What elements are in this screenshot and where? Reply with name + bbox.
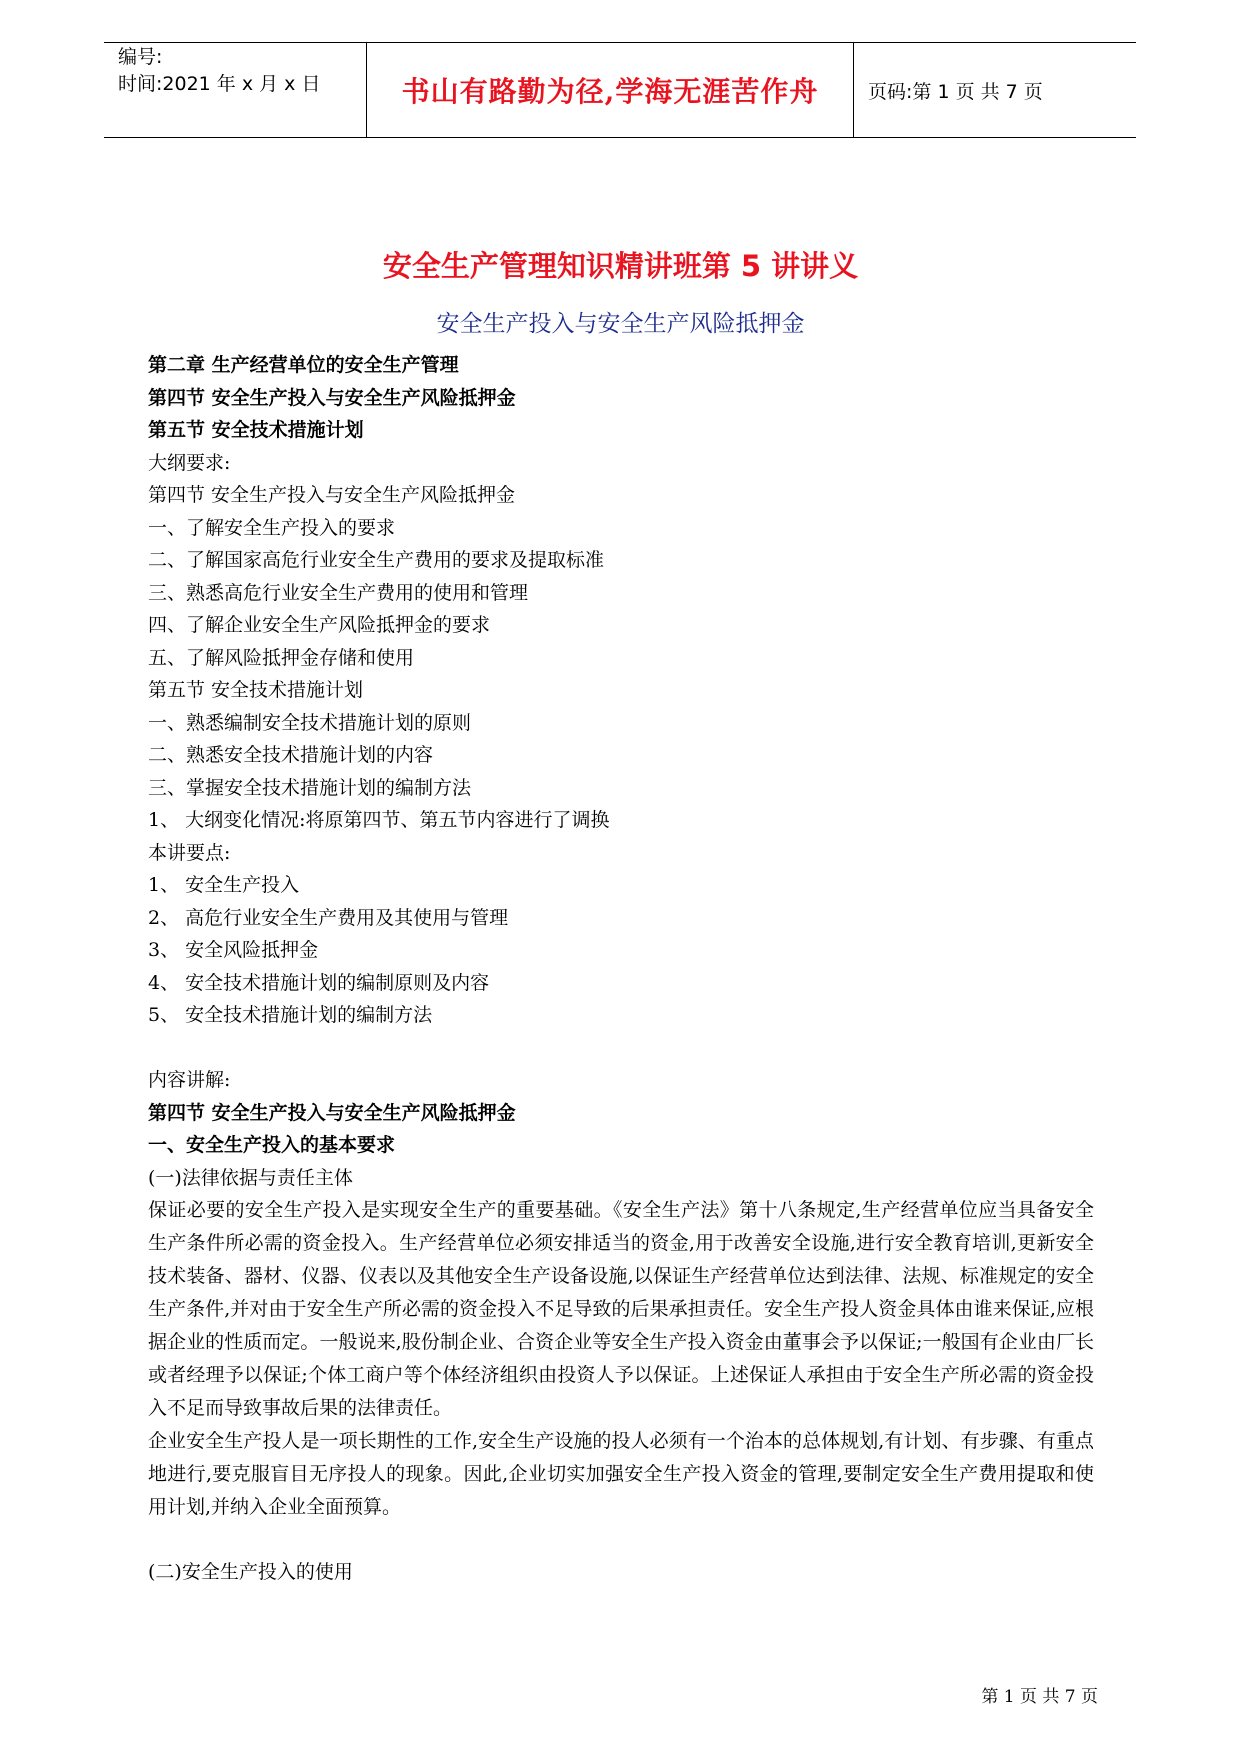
header-meta [104,43,366,137]
bold-heading-line: 第四节 安全生产投入与安全生产风险抵押金 [148,1101,516,1124]
text-line: 2、 高危行业安全生产费用及其使用与管理 [148,906,509,929]
paragraph-long-term-investment: 企业安全生产投人是一项长期性的工作,安全生产设施的投人必须有一个治本的总体规划,有计划、有步骤、有重点地进行,要克服盲目无序投人的现象。因此,企业切实加强安全生产投入资金的管理,要制定安全生产费用提取和使用计划,并纳入企业全面预算。 [148,1430,1094,1518]
text-line: 1、 安全生产投入 [148,874,300,896]
text-line: 4、 安全技术措施计划的编制原则及内容 [148,971,490,994]
number-label: 编号: [118,46,163,68]
text-line: 二、熟悉安全技术措施计划的内容 [148,744,434,766]
text-line: 四、了解企业安全生产风险抵押金的要求 [148,614,491,636]
text-line: 本讲要点: [148,841,231,864]
text-line: 二、了解国家高危行业安全生产费用的要求及提取标准 [148,549,605,571]
outline-lines [148,349,1094,1194]
text-line: 一、熟悉编制安全技术措施计划的原则 [148,711,472,734]
spacer [148,1524,1094,1556]
bold-heading-line: 第五节 安全技术措施计划 [148,419,364,441]
document-body [148,349,1094,1589]
bold-heading-line: 第二章 生产经营单位的安全生产管理 [148,354,459,376]
text-line: 五、了解风险抵押金存储和使用 [148,646,415,669]
header-motto: 书山有路勤为径,学海无涯苦作舟 [366,43,854,137]
text-line: 5、 安全技术措施计划的编制方法 [148,1004,433,1026]
header-page-info: 页码:第 1 页 共 7 页 [868,80,1043,103]
text-line: (一)法律依据与责任主体 [148,1166,353,1189]
bold-heading-line: 第四节 安全生产投入与安全生产风险抵押金 [148,386,516,409]
paragraph-legal-basis: 保证必要的安全生产投入是实现安全生产的重要基础。《安全生产法》第十八条规定,生产经营单位应当具备安全生产条件所必需的资金投入。生产经营单位必须安排适当的资金,用于改善安全设施,进行安全教育培训,更新安全技术装备、器材、仪器、仪表以及其他安全生产设备设施,以保证生产经营单位达到法律、法规、标准规定的安全生产条件,并对由于安全生产所必需的资金投入不足导致的后果承担责任。安全生产投人资金具体由谁来保证,应根据企业的性质而定。一般说来,股份制企业、合资企业等安全生产投入资金由董事会予以保证;一般国有企业由厂长或者经理予以保证;个体工商户等个体经济组织由投资人予以保证。上述保证人承担由于安全生产所必需的资金投入不足而导致事故后果的法律责任。 [148,1199,1094,1419]
section-heading-usage: (二)安全生产投入的使用 [148,1561,353,1583]
text-line: 三、掌握安全技术措施计划的编制方法 [148,776,472,799]
text-line: 第四节 安全生产投入与安全生产风险抵押金 [148,484,516,506]
text-line: 内容讲解: [148,1069,231,1091]
page-header [104,42,1136,138]
time-label: 时间:2021 年 x 月 x 日 [118,73,321,95]
page-footer: 第 1 页 共 7 页 [981,1687,1098,1707]
blank-line [148,1032,1094,1065]
document-title: 安全生产管理知识精讲班第 5 讲讲义 [382,249,859,283]
document-subtitle: 安全生产投入与安全生产风险抵押金 [436,311,805,337]
text-line: 3、 安全风险抵押金 [148,939,319,961]
text-line: 第五节 安全技术措施计划 [148,679,364,701]
text-line: 1、 大纲变化情况:将原第四节、第五节内容进行了调换 [148,809,610,831]
text-line: 三、熟悉高危行业安全生产费用的使用和管理 [148,581,529,604]
text-line: 一、了解安全生产投入的要求 [148,516,396,539]
bold-heading-line: 一、安全生产投入的基本要求 [148,1134,396,1156]
text-line: 大纲要求: [148,451,231,474]
